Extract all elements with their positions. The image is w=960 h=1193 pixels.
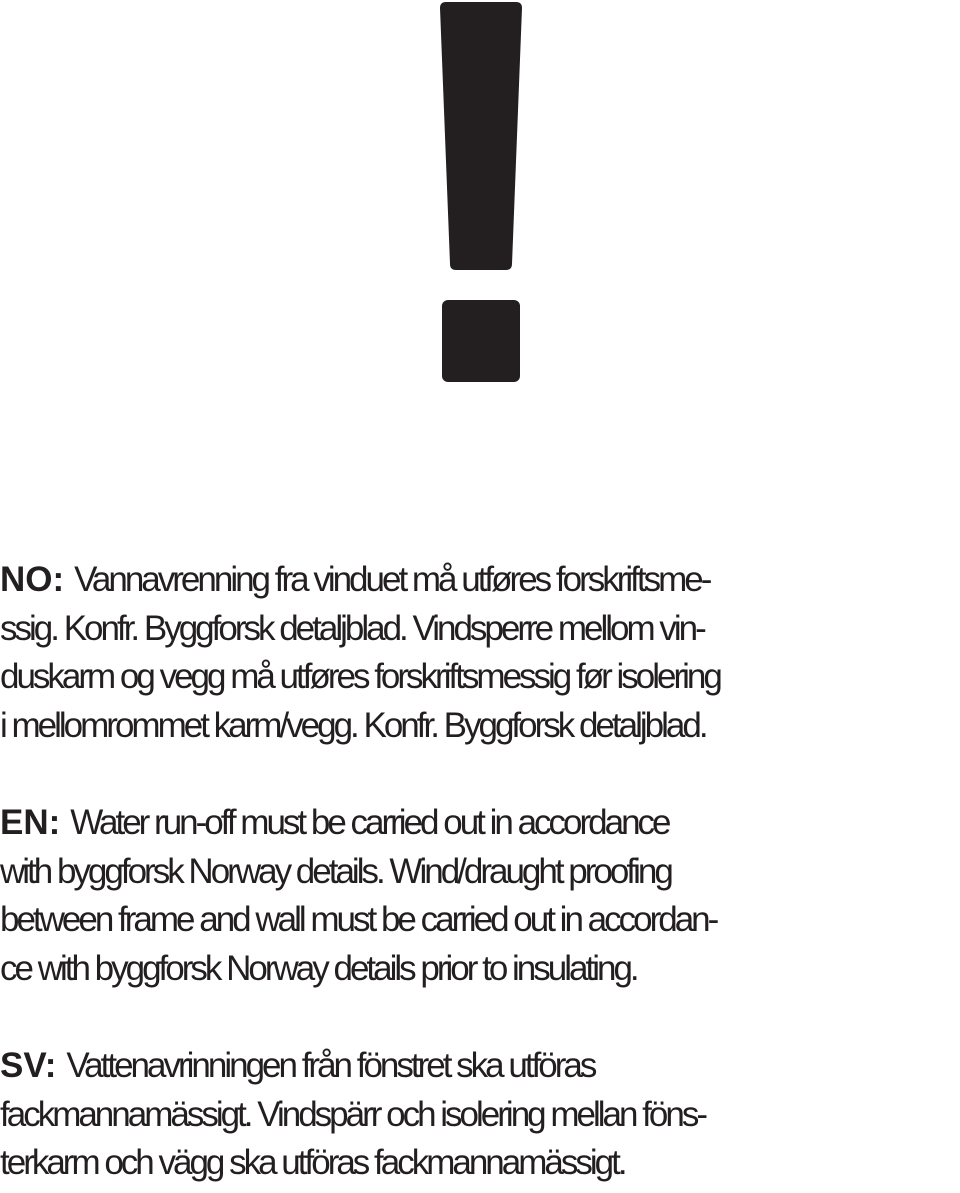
note-english bbox=[0, 799, 960, 993]
note-line: between frame and wall must be carried out in accordan- bbox=[0, 900, 717, 939]
note-text: Water run-off must be carried out in accordance bbox=[70, 803, 669, 842]
note-text: Vattenavrinningen från fönstret ska utföras bbox=[66, 1046, 595, 1085]
exclamation-mark-icon bbox=[440, 2, 522, 382]
language-code: SV: bbox=[0, 1046, 57, 1085]
exclamation-dot bbox=[442, 300, 520, 382]
note-norwegian bbox=[0, 556, 960, 750]
note-line bbox=[0, 556, 960, 605]
note-line bbox=[0, 1042, 960, 1091]
language-code: EN: bbox=[0, 803, 61, 842]
note-line: i mellomrommet karm/vegg. Konfr. Byggforsk detaljblad. bbox=[0, 705, 706, 745]
exclamation-stroke bbox=[440, 2, 522, 270]
note-line: terkarm och vägg ska utföras fackmannamässigt. bbox=[0, 1143, 625, 1182]
installation-notes bbox=[0, 556, 960, 1188]
note-line: with byggforsk Norway details. Wind/draught proofing bbox=[0, 851, 671, 891]
note-swedish bbox=[0, 1042, 960, 1188]
language-code: NO: bbox=[0, 560, 65, 599]
note-line: ce with byggforsk Norway details prior to insulating. bbox=[0, 948, 637, 988]
note-line bbox=[0, 799, 960, 848]
note-line: ssig. Konfr. Byggforsk detaljblad. Vindsperre mellom vin- bbox=[0, 608, 704, 648]
note-line: duskarm og vegg må utføres forskriftsmessig før isolering bbox=[0, 657, 720, 696]
note-line: fackmannamässigt. Vindspärr och isolering mellan föns- bbox=[0, 1094, 705, 1134]
note-text: Vannavrenning fra vinduet må utføres forskriftsme- bbox=[74, 560, 710, 599]
